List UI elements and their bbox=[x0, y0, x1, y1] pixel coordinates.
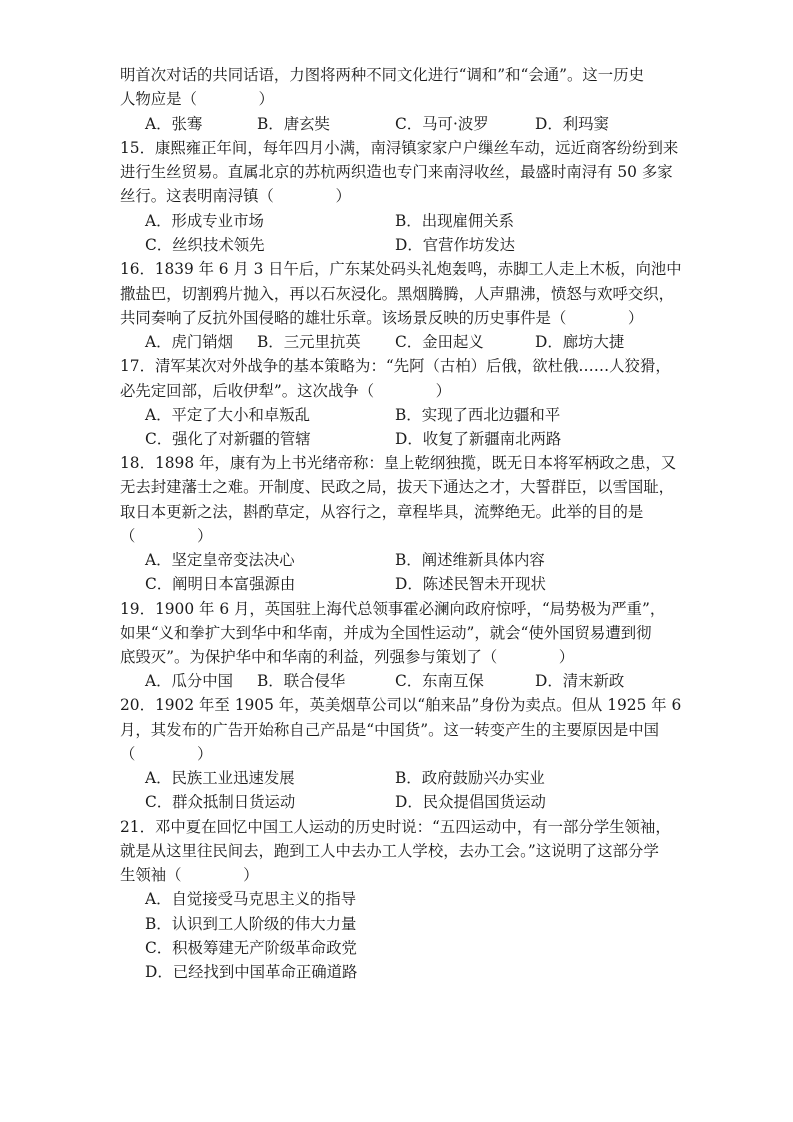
intro-option-b: B．唐玄奘 bbox=[257, 115, 330, 133]
question-19-option-a: A．瓜分中国 bbox=[145, 672, 234, 690]
question-18-stem-4: （ ） bbox=[120, 527, 213, 545]
question-19-stem-3: 底毁灭”。为保护华中和华南的利益，列强参与策划了（ ） bbox=[120, 648, 575, 666]
question-16-stem-1: 16．1839 年 6 月 3 日午后，广东某处码头礼炮轰鸣，赤脚工人走上木板，向池中 bbox=[120, 260, 682, 278]
question-18-stem-3: 取日本更新之法，斟酌草定，从容行之，章程毕具，流弊绝无。此举的目的是 bbox=[120, 503, 644, 521]
question-15-option-a: A．形成专业市场 bbox=[145, 212, 264, 230]
question-20-option-d: D．民众提倡国货运动 bbox=[395, 793, 546, 811]
question-18-option-a: A．坚定皇帝变法决心 bbox=[145, 551, 295, 569]
question-17-option-a: A．平定了大小和卓叛乱 bbox=[145, 406, 311, 424]
question-19-stem-1: 19．1900 年 6 月，英国驻上海代总领事霍必澜向政府惊呼，“局势极为严重”， bbox=[120, 600, 666, 618]
question-21-option-c: C．积极筹建无产阶级革命政党 bbox=[145, 939, 357, 957]
question-15-stem-2: 进行生丝贸易。直属北京的苏杭两织造也专门来南浔收丝，最盛时南浔有 50 多家 bbox=[120, 163, 673, 181]
question-16-stem-3: 共同奏响了反抗外国侵略的雄壮乐章。该场景反映的历史事件是（ ） bbox=[120, 309, 644, 327]
intro-option-d: D．利玛窦 bbox=[535, 115, 609, 133]
question-17-stem-2: 必先定回部，后收伊犁”。这次战争（ ） bbox=[120, 382, 452, 400]
question-20-option-c: C．群众抵制日货运动 bbox=[145, 793, 296, 811]
question-16-stem-2: 撒盐巴，切割鸦片抛入，再以石灰浸化。黑烟腾腾，人声鼎沸，愤怒与欢呼交织， bbox=[120, 285, 675, 303]
question-21-option-d: D．已经找到中国革命正确道路 bbox=[145, 963, 358, 981]
question-16-option-c: C．金田起义 bbox=[395, 333, 484, 351]
question-20-option-b: B．政府鼓励兴办实业 bbox=[395, 769, 545, 787]
question-21-option-b: B．认识到工人阶级的伟大力量 bbox=[145, 915, 357, 933]
question-21-stem-3: 生领袖（ ） bbox=[120, 866, 259, 884]
question-20-stem-3: （ ） bbox=[120, 745, 213, 763]
question-21-option-a: A．自觉接受马克思主义的指导 bbox=[145, 890, 357, 908]
question-18-option-d: D．陈述民智未开现状 bbox=[395, 575, 546, 593]
question-15-option-d: D．官营作坊发达 bbox=[395, 236, 516, 254]
question-18-stem-2: 无去封建藩士之难。开制度、民政之局，拔天下通达之才，大誓群臣，以雪国耻， bbox=[120, 478, 675, 496]
intro-line-2: 人物应是（ ） bbox=[120, 90, 274, 108]
question-21-stem-1: 21．邓中夏在回忆中国工人运动的历史时说：“五四运动中，有一部分学生领袖， bbox=[120, 818, 671, 836]
question-18-option-c: C．阐明日本富强源由 bbox=[145, 575, 296, 593]
question-21-stem-2: 就是从这里往民间去，跑到工人中去办工人学校，去办工会。”这说明了这部分学 bbox=[120, 842, 659, 860]
question-16-option-d: D．廊坊大捷 bbox=[535, 333, 625, 351]
question-17-stem-1: 17．清军某次对外战争的基本策略为：“先阿（古柏）后俄，欲杜俄……人狡猾， bbox=[120, 357, 671, 375]
question-17-option-c: C．强化了对新疆的管辖 bbox=[145, 430, 311, 448]
question-18-option-b: B．阐述维新具体内容 bbox=[395, 551, 545, 569]
question-19-option-c: C．东南互保 bbox=[395, 672, 484, 690]
intro-option-c: C．马可·波罗 bbox=[395, 115, 489, 133]
question-15-stem-3: 丝行。这表明南浔镇（ ） bbox=[120, 187, 351, 205]
question-15-option-b: B．出现雇佣关系 bbox=[395, 212, 515, 230]
intro-option-a: A．张骞 bbox=[145, 115, 203, 133]
question-18-stem-1: 18．1898 年，康有为上书光绪帝称：皇上乾纲独揽，既无日本将军柄政之患，又 bbox=[120, 454, 677, 472]
intro-line-1: 明首次对话的共同话语，力图将两种不同文化进行“调和”和“会通”。这一历史 bbox=[120, 66, 644, 84]
question-17-option-b: B．实现了西北边疆和平 bbox=[395, 406, 561, 424]
question-20-stem-1: 20．1902 年至 1905 年，英美烟草公司以“舶来品”身份为卖点。但从 1925 年 6 bbox=[120, 696, 682, 714]
question-15-option-c: C．丝织技术领先 bbox=[145, 236, 265, 254]
question-20-option-a: A．民族工业迅速发展 bbox=[145, 769, 295, 787]
question-16-option-b: B．三元里抗英 bbox=[257, 333, 361, 351]
question-16-option-a: A．虎门销烟 bbox=[145, 333, 234, 351]
question-19-option-b: B．联合侵华 bbox=[257, 672, 346, 690]
question-19-stem-2: 如果“义和拳扩大到华中和华南，并成为全国性运动”，就会“使外国贸易遭到彻 bbox=[120, 624, 652, 642]
question-19-option-d: D．清末新政 bbox=[535, 672, 625, 690]
question-17-option-d: D．收复了新疆南北两路 bbox=[395, 430, 562, 448]
question-20-stem-2: 月，其发布的广告开始称自己产品是“中国货”。这一转变产生的主要原因是中国 bbox=[120, 721, 660, 739]
question-15-stem-1: 15．康熙雍正年间，每年四月小满，南浔镇家家户户缫丝车动，远近商客纷纷到来 bbox=[120, 139, 679, 157]
